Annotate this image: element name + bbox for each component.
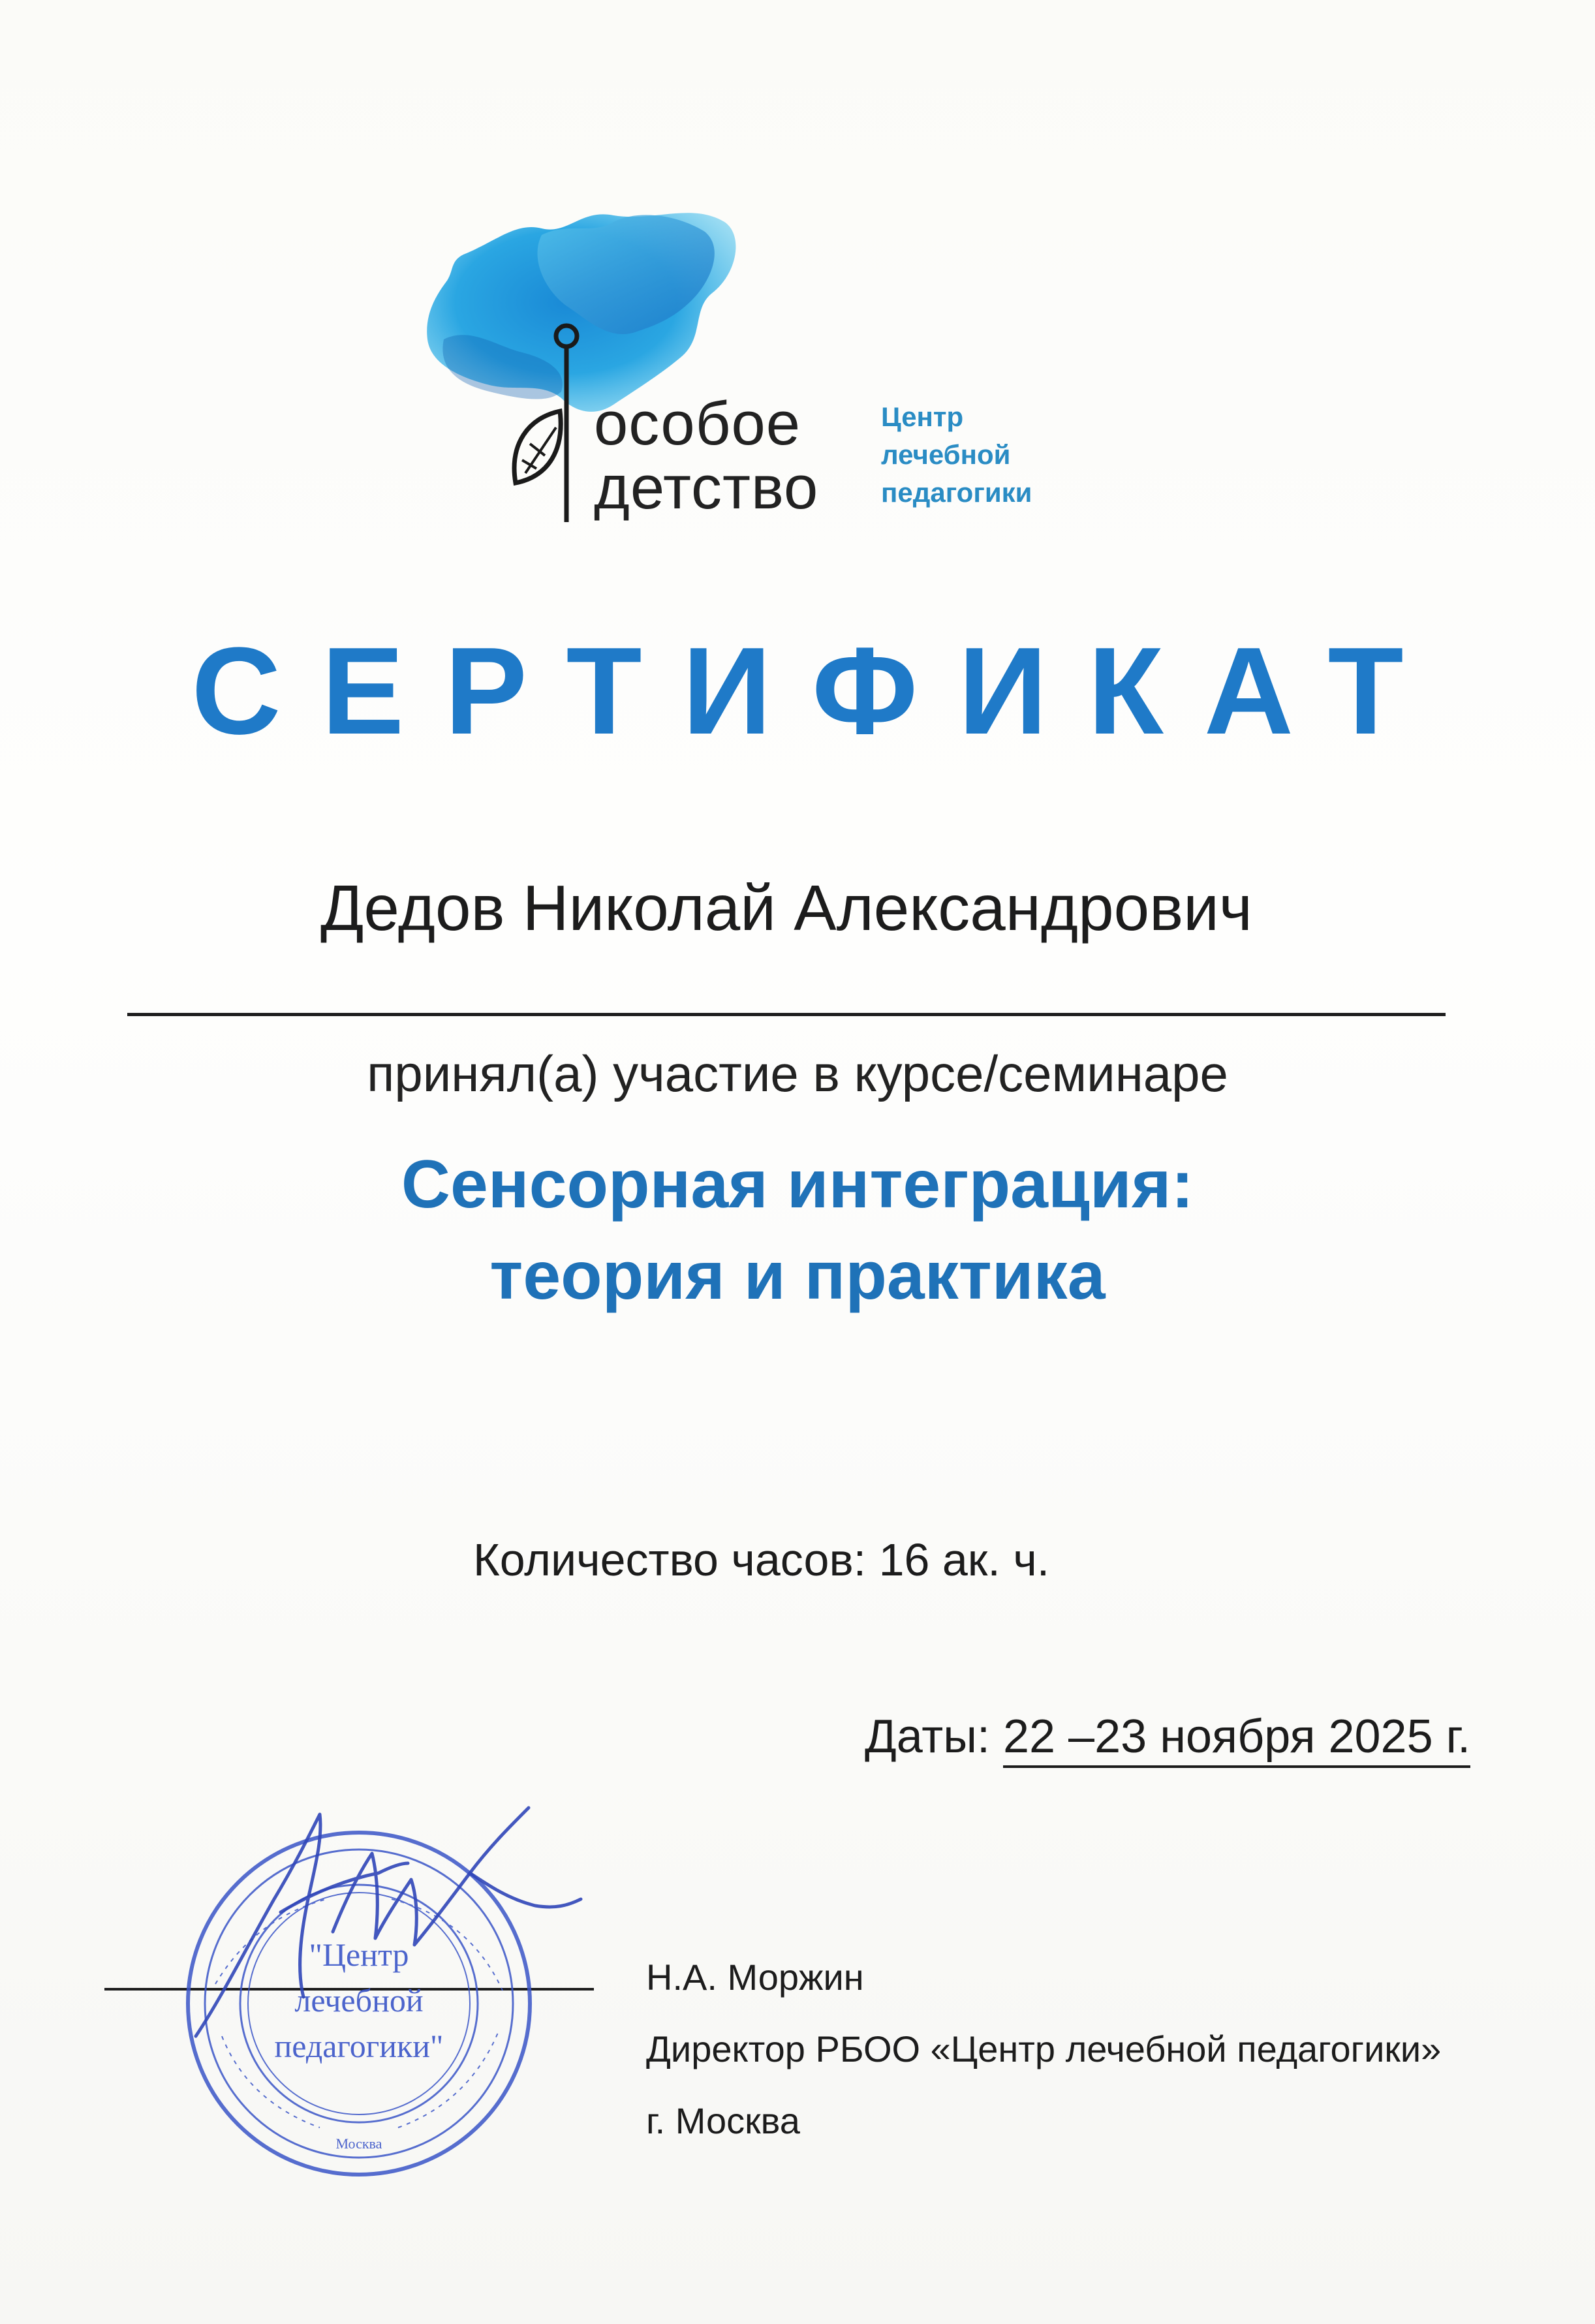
hours-value: 16 ак. ч. [878, 1534, 1050, 1585]
logo-side2: лечебной [881, 439, 1011, 470]
participation-text: принял(а) участие в курсе/семинаре [367, 1045, 1228, 1102]
signer-block [646, 1942, 1441, 2157]
dates-info [865, 1710, 1470, 1763]
stamp-bottom: Москва [335, 2135, 382, 2152]
logo-wordmark [594, 389, 819, 521]
logo-side3: педагогики [881, 477, 1032, 508]
logo-side1: Центр [881, 401, 964, 432]
handwritten-signature-icon [183, 1801, 587, 2049]
logo-line2: детство [594, 453, 819, 521]
dates-value: 22 –23 ноября 2025 г. [1003, 1711, 1470, 1768]
course-line1: Сенсорная интеграция: [401, 1147, 1194, 1222]
stamp-center-line2: лечебной [294, 1982, 424, 2019]
course-line2: теория и практика [489, 1238, 1106, 1314]
stamp-center-line3: педагогики" [274, 2028, 444, 2064]
organization-logo [418, 196, 1136, 535]
hours-info [473, 1534, 1049, 1586]
signer-city: г. Москва [646, 2100, 800, 2141]
logo-line1: особое [594, 389, 801, 457]
course-title [0, 1139, 1595, 1322]
stamp-center-line1: "Центр [309, 1936, 409, 1973]
name-underline [127, 1013, 1446, 1016]
logo-subtitle [881, 398, 1032, 512]
recipient-name: Дедов Николай Александрович [320, 872, 1252, 944]
dates-label: Даты: [865, 1711, 990, 1763]
certificate-title: СЕРТИФИКАТ [191, 622, 1444, 760]
signer-name: Н.А. Моржин [646, 1957, 864, 1998]
signer-position: Директор РБОО «Центр лечебной педагогики» [646, 2028, 1442, 2069]
hours-label: Количество часов: [473, 1534, 867, 1585]
